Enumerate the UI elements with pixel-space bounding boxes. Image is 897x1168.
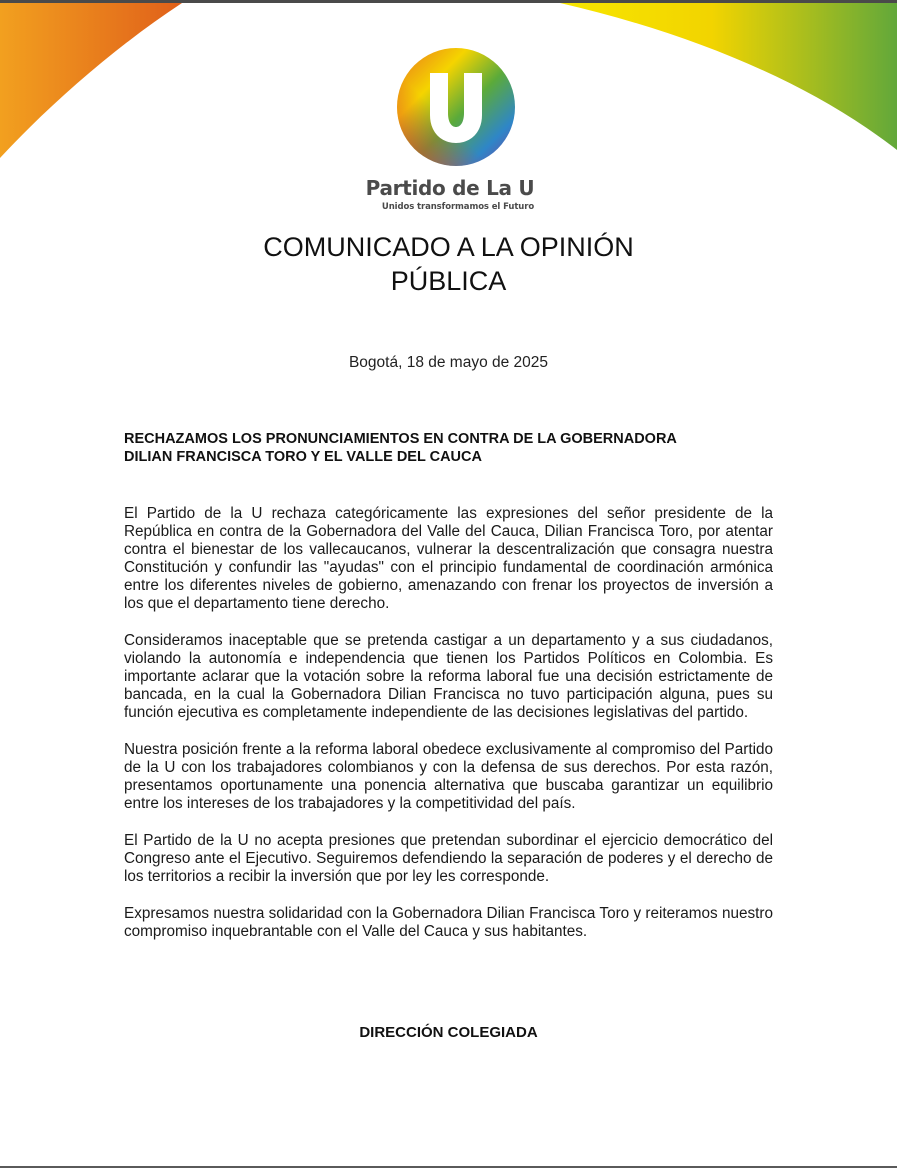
paragraph: El Partido de la U rechaza categóricamente las expresiones del señor presidente de la República en contra de la Gobernadora del Valle del Cauca, Dilian Francisca Toro, por atentar contra el bienestar de los vallecaucanos, vulnerar la descentralización que consagra nuestra Constitución y confundir las "ayudas" con el principio fundamental de coordinación armónica entre los diferentes niveles de gobierno, amenazando con frenar los proyectos de inversión a los que el departamento tiene derecho.: [124, 505, 773, 612]
document-title: [160, 230, 737, 298]
party-name: Partido de La U: [365, 176, 535, 200]
document-date: Bogotá, 18 de mayo de 2025: [348, 354, 549, 371]
headline-line-1: RECHAZAMOS LOS PRONUNCIAMIENTOS EN CONTRA DE LA GOBERNADORA: [124, 431, 677, 447]
document-body: [124, 505, 773, 960]
paragraph: El Partido de la U no acepta presiones que pretendan subordinar el ejercicio democrático del Congreso ante el Ejecutivo. Seguiremos defendiendo la separación de poderes y el derecho de los territorios a recibir la inversión que por ley les corresponde.: [124, 832, 773, 885]
signature: DIRECCIÓN COLEGIADA: [359, 1024, 538, 1041]
paragraph: Consideramos inaceptable que se pretenda castigar a un departamento y a sus ciudadanos, violando la autonomía e independencia que tienen los Partidos Políticos en Colombia. Es importante aclarar que la votación sobre la reforma laboral fue una decisión estrictamente de bancada, en la cual la Gobernadora Dilian Francisca no tuvo participación alguna, pues su función ejecutiva es completamente independiente de las decisiones legislativas del partido.: [124, 632, 773, 721]
left-orange-swoosh: [0, 3, 182, 158]
party-tagline: Unidos transformamos el Futuro: [381, 202, 535, 212]
paragraph: Nuestra posición frente a la reforma laboral obedece exclusivamente al compromiso del Partido de la U con los trabajadores colombianos y con la defensa de sus derechos. Por esta razón, presentamos oportunamente una ponencia alternativa que buscaba garantizar un equilibrio entre los intereses de los trabajadores y la competitividad del país.: [124, 741, 773, 812]
title-line-1: COMUNICADO A LA OPINIÓN: [263, 232, 634, 262]
right-green-swoosh: [560, 3, 897, 150]
title-line-2: PÚBLICA: [390, 266, 507, 296]
party-logo: [396, 47, 516, 167]
document-headline: [124, 430, 784, 466]
headline-line-2: DILIAN FRANCISCA TORO Y EL VALLE DEL CAUCA: [124, 449, 482, 465]
paragraph: Expresamos nuestra solidaridad con la Gobernadora Dilian Francisca Toro y reiteramos nuestro compromiso inquebrantable con el Valle del Cauca y sus habitantes.: [124, 905, 773, 940]
